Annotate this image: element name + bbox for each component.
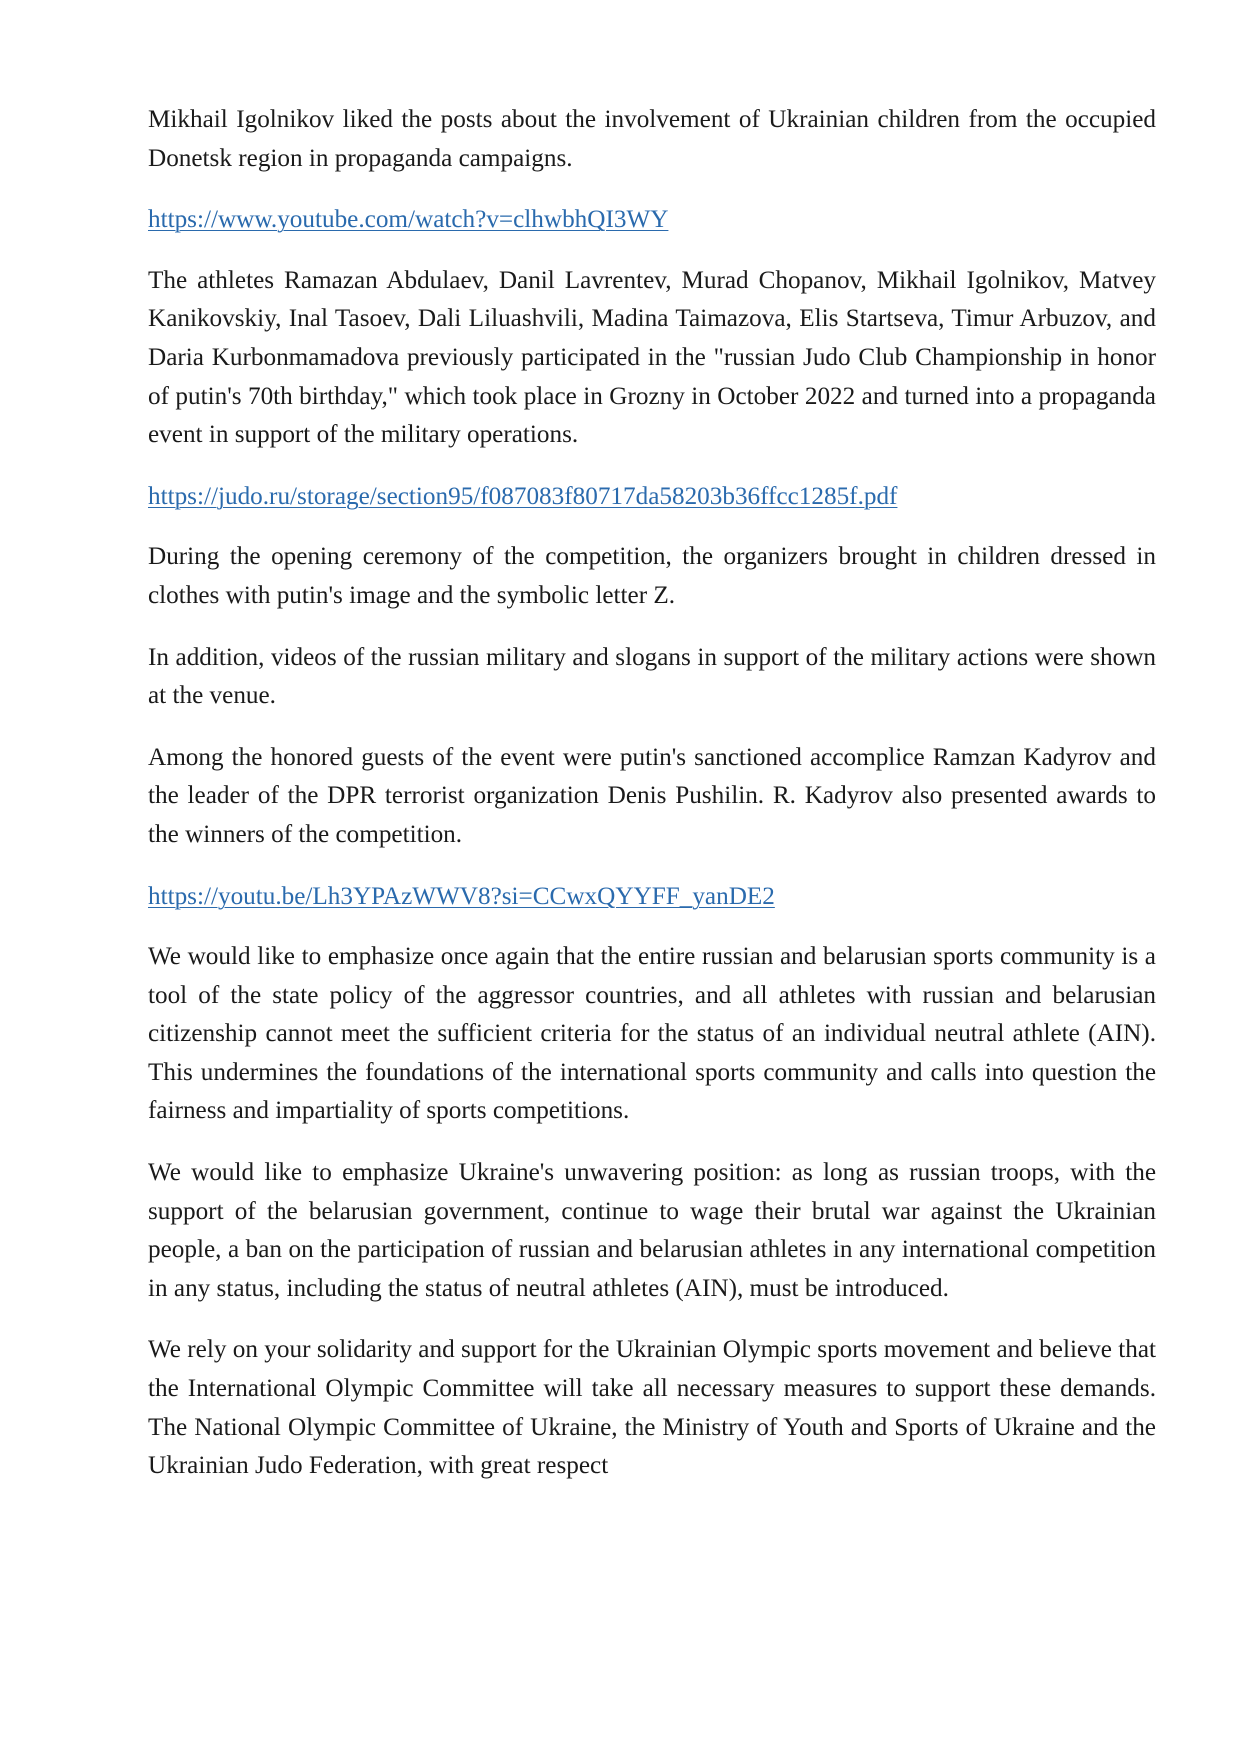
paragraph-igolnikov-likes: Mikhail Igolnikov liked the posts about the involvement of Ukrainian children from the occupied Donetsk region in propaganda campaigns. <box>148 106 1156 172</box>
youtube-link-2[interactable]: https://youtu.be/Lh3YPAzWWV8?si=CCwxQYYFF_yanDE2 <box>148 882 775 910</box>
paragraph-opening-ceremony: During the opening ceremony of the competition, the organizers brought in children dressed in clothes with putin's image and the symbolic letter Z. <box>148 543 1156 609</box>
paragraph-ukraine-position: We would like to emphasize Ukraine's unwavering position: as long as russian troops, with the support of the belarusian government, continue to wage their brutal war against the Ukrainian people, a ban on the participation of russian and belarusian athletes in any international competition in any status, including the status of neutral athletes (AIN), must be introduced. <box>148 1159 1156 1302</box>
document-page <box>148 101 1156 1509</box>
paragraph-videos-shown: In addition, videos of the russian military and slogans in support of the military actions were shown at the venue. <box>148 643 1156 710</box>
paragraph-solidarity: We rely on your solidarity and support for the Ukrainian Olympic sports movement and believe that the International Olympic Committee will take all necessary measures to support these demands. The National Olympic Committee of Ukraine, the Ministry of Youth and Sports of Ukraine and the Ukrainian Judo Federation, with great respect <box>148 1336 1156 1480</box>
judo-pdf-link[interactable]: https://judo.ru/storage/section95/f087083f80717da58203b36ffcc1285f.pdf <box>148 482 898 510</box>
youtube-link-1[interactable]: https://www.youtube.com/watch?v=clhwbhQI3WY <box>148 206 669 234</box>
paragraph-athletes-list: The athletes Ramazan Abdulaev, Danil Lavrentev, Murad Chopanov, Mikhail Igolnikov, Matvey Kanikovskiy, Inal Tasoev, Dali Liluashvili, Madina Taimazova, Elis Startseva, Timur Arbuzov, and Daria Kurbonmamadova previously participated in the "russian Judo Club Championship in honor of putin's 70th birthday," which took place in Grozny in October 2022 and turned into a propaganda event in support of the military operations. <box>148 266 1156 449</box>
paragraph-sports-community: We would like to emphasize once again that the entire russian and belarusian sports community is a tool of the state policy of the aggressor countries, and all athletes with russian and belarusian citizenship cannot meet the sufficient criteria for the status of an individual neutral athlete (AIN). This undermines the foundations of the international sports community and calls into question the fairness and impartiality of sports competitions. <box>148 943 1156 1125</box>
paragraph-honored-guests: Among the honored guests of the event were putin's sanctioned accomplice Ramzan Kadyrov and the leader of the DPR terrorist organization Denis Pushilin. R. Kadyrov also presented awards to the winners of the competition. <box>148 743 1156 848</box>
